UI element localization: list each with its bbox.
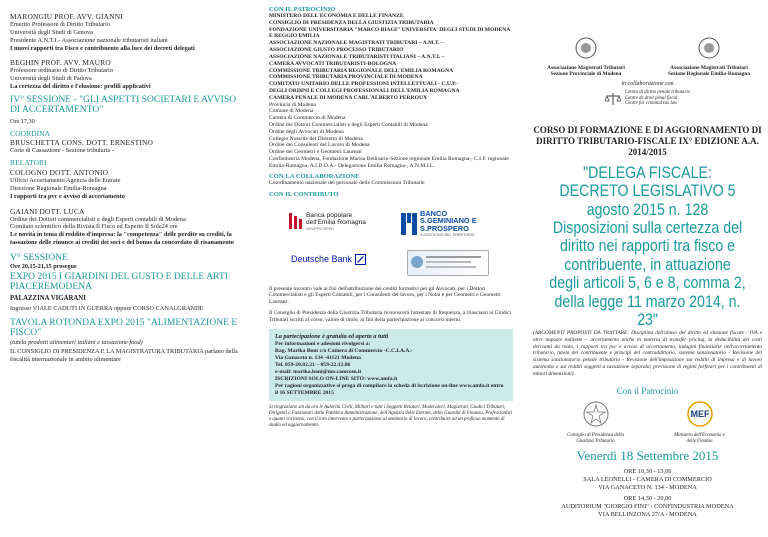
- assoc-regional: [666, 36, 752, 78]
- list-item: COMMISSIONE TRIBUTARIA REGIONALE DELL'EMILIA ROMAGNA: [269, 67, 454, 74]
- loc-line: ORE 10,30 - 13,00: [623, 468, 672, 476]
- sgsp-mark-icon: [401, 213, 417, 235]
- session-4-title: IV° SESSIONE - "GLI ASPETTI SOCIETARI E AVVISO DI ACCERTAMENTO": [10, 94, 237, 116]
- column-right: [527, 0, 768, 537]
- seal-cpgt: [566, 400, 626, 445]
- list-item: Comune di Modena: [269, 108, 314, 115]
- centro-line: Centre for criminal tax law: [624, 101, 678, 107]
- list-item: COMITATO UNITARIO DELLE PROFESSIONI INTELLETTUALI - C.U.P.-: [269, 81, 459, 88]
- morning-location: [533, 468, 762, 492]
- speaker-line: Ufficio Accertamento Agenzia delle Entrate: [10, 177, 121, 184]
- info-line: Rag. Marika Boni c/o Camera di Commercio -C.C.I.A.A.-: [275, 347, 413, 354]
- session-5-title: V° SESSIONE: [10, 252, 68, 264]
- sgsp-name: BANCO S.GEMINIANO E S.PROSPERO: [420, 208, 477, 234]
- sponsor-logos: [269, 202, 513, 282]
- patrocinio-list: [269, 102, 513, 170]
- list-item: FONDAZIONE UNIVERSITARIA "MARCO BIAGI" UNIVERSITA' DEGLI STUDI DI MODENA E REGGIO EMILIA: [269, 26, 510, 40]
- assoc-provincial-label: Associazione Magistrati Tributari Sezione Provinciale di Modena: [547, 65, 625, 78]
- list-item: ASSOCIAZIONE GIUSTO PROCESSO TRIBUTARIO: [269, 47, 404, 54]
- italian-emblem-icon: [582, 400, 610, 428]
- list-item: ASSOCIAZIONE NAZIONALE TRIBUTARISTI ITALIANI – A.N.T.I. –: [269, 53, 445, 60]
- list-item: Ordine dei Consulenti del Lavoro di Modena: [269, 142, 370, 149]
- speaker-topic: Le novità in tema di reddito d'impresa: la "competenza" delle perdite su crediti, la tassazione delle rinunce ai crediti dei soci e del bonus da concordato di risanamento: [10, 231, 234, 247]
- association-logos: [533, 36, 762, 78]
- coordina-label: COORDINA: [10, 129, 51, 139]
- info-line: Per ragioni organizzative si prega di compilare la scheda di iscrizione on-line www.amfa.it entro il 16 SETTEMBRE 2015: [275, 382, 504, 396]
- patrocinio-label: CON IL PATROCINIO: [269, 6, 336, 13]
- speaker-name: GAIANI DOTT. LUCA: [10, 206, 85, 216]
- list-item: ASSOCIAZIONE NAZIONALE MAGISTRATI TRIBUTARI – A.M.T. –: [269, 40, 444, 47]
- coordinator-role: Corte di Cassazione - Sezione tributaria -: [10, 147, 114, 155]
- bper-group: GRUPPO BPER: [306, 227, 334, 231]
- deutsche-bank-name: Deutsche Bank: [291, 254, 353, 264]
- course-title: CORSO DI FORMAZIONE E DI AGGIORNAMENTO DI DIRITTO TRIBUTARIO-FISCALE IX° EDIZIONE A.A. 2014/2015: [533, 125, 762, 157]
- info-site[interactable]: ISCRIZIONI SOLO ON-LINE SITO: www.amfa.it: [275, 375, 398, 382]
- speaker-name: BEGHIN PROF. AVV. MAURO: [10, 58, 111, 68]
- session-5-time: Ore 20,15-21,15 prosegue: [10, 263, 77, 271]
- loc-line: ORE 14,30 - 20,00: [623, 495, 672, 503]
- list-item: Ordine dei Dottori Commercialisti e degli Esperti Contabili di Modena: [269, 122, 428, 128]
- info-box: [269, 329, 513, 401]
- speaker-line: Comitato scientifico della Rivista Il Fisco ed Esperto Il Sole24 ore: [10, 223, 178, 231]
- afternoon-location: [533, 495, 762, 519]
- coordinator-name: BRUSCHETTA CONS. DOTT. ERNESTINO: [10, 138, 154, 148]
- list-item: Camera di Commercio di Modena: [269, 115, 346, 122]
- collaborazione-label: CON LA COLLABORAZIONE: [269, 172, 360, 180]
- palazzina-label: PALAZZINA VIGARANI: [10, 295, 86, 303]
- loc-line: VIA BELLINZONA 27/A - MODENA: [598, 510, 697, 518]
- contributo-label: CON IL CONTRIBUTO: [269, 190, 339, 198]
- list-item: CONSIGLIO DI PRESIDENZA DELLA GIUSTIZIA TRIBUTARIA: [269, 19, 434, 26]
- delega-title: "DELEGA FISCALE: DECRETO LEGISLATIVO 5 agosto 2015 n. 128 Disposizioni sulla certezza del diritto nei rapporti tra fisco e contribuente, in attuazione degli articoli 5, 6 e 8, comma 2, della legge 11 marzo 2014, n. 23": [549, 163, 746, 330]
- speaker-topic: I rapporti tra pvc e avviso di accertamento: [10, 192, 125, 200]
- sgsp-tagline: A SOSTEGNO DEL TERRITORIO: [420, 232, 475, 237]
- attestato-note: Il Consiglio di Presidenza della Giustizia Tributaria riconoscerà l'attestato di frequenza, a rilasciarsi ai Giudici Tributari iscritti al corso, valore di titolo, ai fini della partecipazione ai concorsi interni.: [269, 310, 512, 323]
- list-item: COMMISSIONE TRIBUTARIA PROVINCIALE DI MODENA: [269, 74, 423, 81]
- centro-line: Centre de droit pénal fiscal: [624, 95, 678, 101]
- list-item: DEGLI ORDINI E COLLEGI PROFESSIONALI DELL'EMILIA ROMAGNA: [269, 87, 460, 94]
- commission-badge: [407, 250, 489, 276]
- speaker-cologno: [10, 168, 248, 201]
- centro-line: Centro di diritto penale tributario: [624, 89, 691, 95]
- list-item: Confindustria Modena, Fondazione Marisa Bellisario-Sezione regionale Emilia Romagna-, C.I.F. regionale Emilia-Romagna, A.I.D.D.A.- Delegazione Emilia Romagna-, A.N.M.I.L.: [269, 156, 509, 169]
- info-box-title: La partecipazione è gratuita ed aperta a tutti: [275, 332, 389, 340]
- centro-logo: [533, 90, 762, 107]
- commission-emblem-icon: [408, 251, 486, 273]
- centro-scales-icon: [605, 91, 621, 107]
- info-line: Tel. 059-20.82.21 – 059-22.12.86: [275, 361, 351, 368]
- thanks-footnote: Si ringraziano sin da ora le Autorità Civili, Militari e tutti i Soggetti Relatori, Moderatori, Magistrati, Giudici Tributari, Dirigenti e Funzionari della Pubblica Amministrazione, dell'Agenzia delle Entrate, della Guardia di Finanza, Professionisti e quanti vorranno, con il loro intervento e partecipazione al seminario di lavoro, contribuire ad un proficuo momento di studio ed aggiornamento.: [269, 404, 512, 428]
- loc-line: SALA LEONELLI - CAMERA DI COMMERCIO: [583, 476, 712, 484]
- speaker-line: Emerito Professore di Diritto Tributario: [10, 21, 111, 28]
- deutsche-bank-slash-icon: [355, 254, 366, 265]
- mef-logo-icon: [686, 400, 714, 428]
- relatori-label: RELATORI: [10, 158, 47, 167]
- sgsp-logo: [401, 210, 490, 238]
- event-date: Venerdì 18 Settembre 2015: [576, 448, 719, 464]
- assoc-regional-label: Associazione Magistrati Tributari Sezione Regionale Emilia-Romagna: [667, 65, 751, 78]
- speaker-line: Ordine dei Dottori commercialisti e degli Esperti contabili di Modena: [10, 215, 186, 223]
- list-item: Collegio Notarile del Distretto di Modena: [269, 135, 363, 142]
- info-line: Per informazioni e adesioni rivolgersi a:: [275, 340, 371, 347]
- patron-seals: [533, 400, 762, 445]
- list-item: Ordine dei Geometri e Geometri Laureati: [269, 149, 362, 156]
- speaker-name: MARONGIU PROF. AVV. GIANNI: [10, 12, 123, 21]
- seal-mef: [670, 400, 730, 445]
- patrocinio-heading: Con il Patrocinio: [616, 385, 679, 396]
- list-item: MINISTERO DELL'ECONOMIA E DELLE FINANZE: [269, 13, 404, 19]
- speaker-topic: La certezza del diritto e l'elusione: profili applicativi: [10, 83, 151, 91]
- list-item: Ordine degli Avvocati di Modena: [269, 128, 344, 135]
- assoc-provincial: [543, 36, 629, 78]
- speaker-marongiu: [10, 12, 248, 52]
- speaker-line: Professore ordinario di Diritto Tributario: [10, 67, 113, 75]
- column-left: [0, 0, 256, 537]
- list-item: CAMERA AVVOCATI TRIBUTARISTI-BOLOGNA: [269, 60, 397, 67]
- deutsche-bank-logo: [291, 254, 366, 265]
- collab-label: in collaborazione con: [621, 80, 674, 87]
- argomenti-text: (ARGOMENTI PROPOSTI DA TRATTARE: Disciplina dell'abuso del diritto ed elusione fiscale - IVA e altre imposte indirette – accertamento anche in materia di transfer pricing, la deducibilità dei costi derivanti da reato, i rapporti tra pvc e avviso di accertamento, indagini finanziarie nell'accertamento tributario, tutela del contribuente e principi del contraddittorio, sistema sanzionatorio - Revisione del sistema sanzionatorio penale tributario - Revisione dell'imposizione sui redditi di impresa e di lavoro autonomo e sui redditi soggetti a tassazione separata; previsione di regimi forfetari per i contribuenti di minori dimensioni).: [533, 329, 762, 378]
- speaker-line: Direzione Regionale Emilia-Romagna: [10, 184, 107, 192]
- speaker-beghin: [10, 58, 248, 91]
- speaker-line: Università degli Studi di Genova: [10, 28, 93, 36]
- loc-line: AUDITORIUM "GIORGIO FINI" - CONFINDUSTRIA MODENA: [561, 502, 734, 510]
- info-line: Via Ganaceto n. 134 -41121 Modena: [275, 354, 361, 361]
- bper-mark-icon: [289, 213, 303, 229]
- speaker-line: Presidente A.N.T.I.- Associazione nazionale tributaristi italiani: [10, 36, 168, 44]
- tutela-text: (tutela prodotti alimentari italiani e tassazione food): [10, 339, 143, 347]
- list-item: CAMERA PENALE DI MODENA CARL'ALBERTO PERROUX: [269, 94, 428, 101]
- bper-name: Banca popolare dell'Emilia Romagna: [306, 211, 366, 226]
- consiglio-text: IL CONSIGLIO DI PRESIDENZA E LA MAGISTRATURA TRIBUTARIA parlano della fiscalità internazionale in ambito alimentare: [10, 348, 238, 363]
- speaker-name: COLOGNO DOTT. ANTONIO: [10, 168, 109, 177]
- seal-cpgt-label: Consiglio di Presidenza della Giustizia Tributaria: [567, 432, 624, 444]
- column-middle: [263, 0, 519, 537]
- list-item: Provincia di Modena: [269, 101, 316, 108]
- assoc-emblem-icon: [666, 36, 752, 60]
- loc-line: VIA GANACETO N. 134 - MODENA: [598, 484, 697, 492]
- collaborazione-text: Coordinamento nazionale del personale delle Commissioni Tributarie: [269, 179, 425, 186]
- svg-text:MEF: MEF: [690, 408, 709, 419]
- credits-note: Il presente incontro vale ai fini dell'attribuzione dei crediti formativi per gli Avvocati, per i Dottori Commercialisti e gli Esperti Contabili, per i Consulenti del lavoro, per i Notai e per Geometri e Geometri Laureati.: [269, 285, 501, 306]
- tavola-title: TAVOLA ROTONDA EXPO 2015 "ALIMENTAZIONE E FISCO": [10, 317, 238, 339]
- expo-title: EXPO 2015 I GIARDINI DEL GUSTO E DELLE ARTI PIACEREMODENA: [10, 271, 228, 293]
- session-4-time: Ore 17,30: [10, 118, 35, 126]
- speaker-topic: I nuovi rapporti tra Fisco e contribuente alla luce dei decreti delegati: [10, 44, 195, 52]
- ingresso-text: Ingresso VIALE CADUTI IN GUERRA oppure CORSO CANALGRANDE: [10, 305, 204, 313]
- patrocinio-list-bold: [269, 13, 513, 102]
- info-email[interactable]: e-mail: marika.boni@mo.camcom.it: [275, 368, 362, 375]
- seal-mef-label: Ministero dell'Economia e delle Finanze: [674, 432, 725, 444]
- bper-logo: [289, 212, 366, 232]
- assoc-emblem-icon: [543, 36, 629, 60]
- speaker-line: Università degli Studi di Padova: [10, 75, 92, 83]
- speaker-gaiani: [10, 207, 248, 247]
